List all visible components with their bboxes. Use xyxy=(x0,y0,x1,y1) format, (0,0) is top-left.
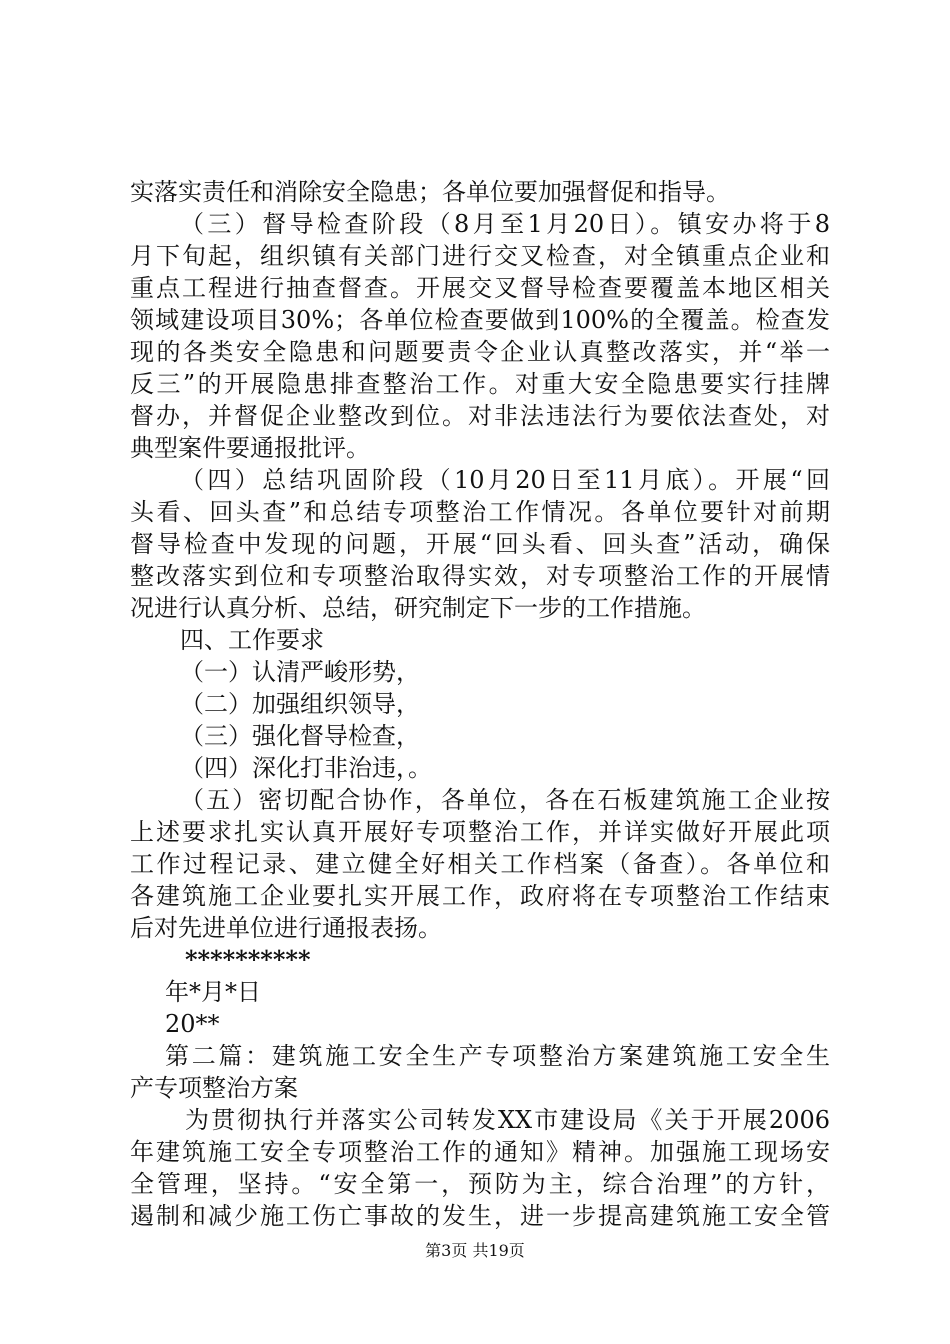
paragraph-line: （四）总结巩固阶段（10月20日至11月底）。开展“回 xyxy=(180,466,830,494)
paragraph-line: 后对先进单位进行通报表扬。 xyxy=(130,914,442,942)
paragraph-line: 遏制和减少施工伤亡事故的发生，进一步提高建筑施工安全管 xyxy=(130,1202,830,1230)
paragraph-line: 全管理，坚持。“安全第一，预防为主，综合治理”的方针， xyxy=(130,1170,830,1198)
paragraph-line: 督办，并督促企业整改到位。对非法违法行为要依法查处，对 xyxy=(130,402,830,430)
paragraph-line: （三）督导检查阶段（8月至1月20日）。镇安办将于8 xyxy=(180,210,830,238)
paragraph-line: 头看、回头查”和总结专项整治工作情况。各单位要针对前期 xyxy=(130,498,830,526)
paragraph-line: 领域建设项目30%；各单位检查要做到100%的全覆盖。检查发 xyxy=(130,306,830,334)
paragraph-line: 实落实责任和消除安全隐患；各单位要加强督促和指导。 xyxy=(130,178,730,206)
paragraph-line: 督导检查中发现的问题，开展“回头看、回头查”活动，确保 xyxy=(130,530,830,558)
paragraph-line: （五）密切配合协作，各单位，各在石板建筑施工企业按 xyxy=(180,786,830,814)
section-heading: 四、工作要求 xyxy=(180,626,324,654)
paragraph-line: 现的各类安全隐患和问题要责令企业认真整改落实，并“举一 xyxy=(130,338,830,366)
year-line: 20** xyxy=(165,1010,220,1038)
paragraph-line: 为贯彻执行并落实公司转发XX市建设局《关于开展2006 xyxy=(185,1106,830,1134)
list-item: （四）深化打非治违，。 xyxy=(180,754,432,782)
list-item: （三）强化督导检查， xyxy=(180,722,420,750)
date-line: 年*月*日 xyxy=(165,978,261,1006)
paragraph-line: 上述要求扎实认真开展好专项整治工作，并详实做好开展此项 xyxy=(130,818,830,846)
paragraph-line: 产专项整治方案 xyxy=(130,1074,298,1102)
paragraph-line: 反三”的开展隐患排查整治工作。对重大安全隐患要实行挂牌 xyxy=(130,370,830,398)
paragraph-line: 年建筑施工安全专项整治工作的通知》精神。加强施工现场安 xyxy=(130,1138,830,1166)
paragraph-line: 重点工程进行抽查督查。开展交叉督导检查要覆盖本地区相关 xyxy=(130,274,830,302)
paragraph-line: 第二篇：建筑施工安全生产专项整治方案建筑施工安全生 xyxy=(165,1042,830,1070)
list-item: （一）认清严峻形势， xyxy=(180,658,420,686)
paragraph-line: 况进行认真分析、总结，研究制定下一步的工作措施。 xyxy=(130,594,706,622)
page-footer: 第3页 共19页 xyxy=(425,1241,525,1260)
list-item: （二）加强组织领导， xyxy=(180,690,420,718)
paragraph-line: 月下旬起，组织镇有关部门进行交叉检查，对全镇重点企业和 xyxy=(130,242,830,270)
paragraph-line: 典型案件要通报批评。 xyxy=(130,434,370,462)
paragraph-line: 工作过程记录、建立健全好相关工作档案（备查）。各单位和 xyxy=(130,850,830,878)
paragraph-line: 整改落实到位和专项整治取得实效，对专项整治工作的开展情 xyxy=(130,562,830,590)
paragraph-line: 各建筑施工企业要扎实开展工作，政府将在专项整治工作结束 xyxy=(130,882,830,910)
signature-stars: ********** xyxy=(185,945,311,974)
